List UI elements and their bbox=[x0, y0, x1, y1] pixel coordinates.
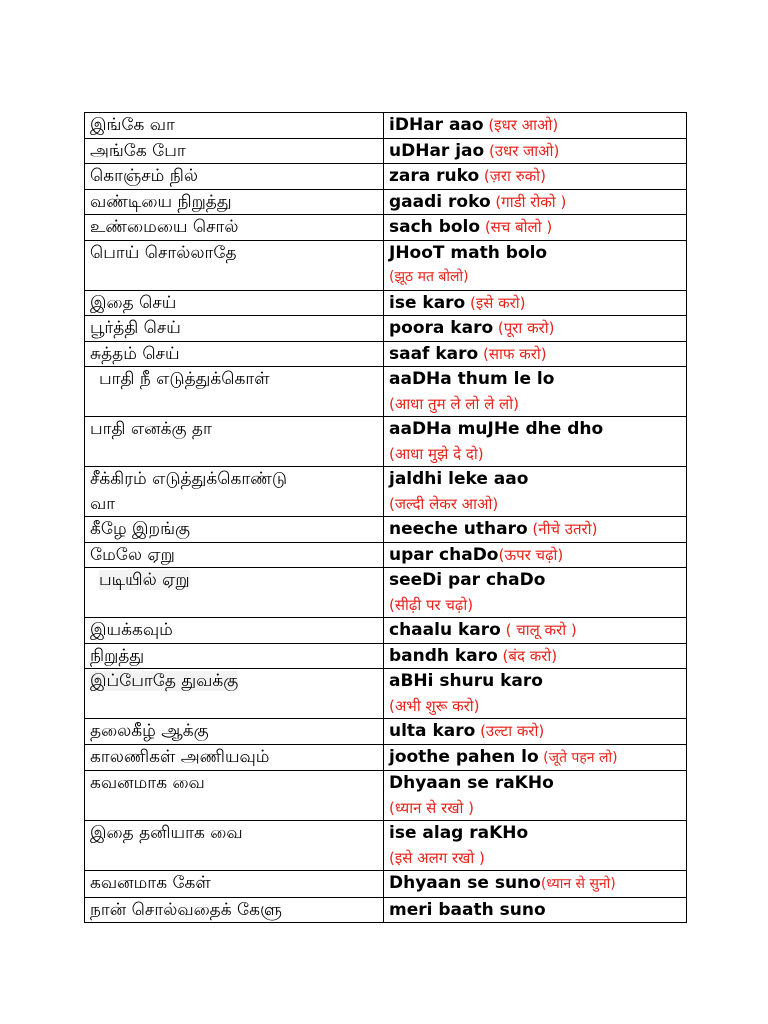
hindi-phrase: (ध्यान से रखो ) bbox=[389, 798, 474, 817]
table-row bbox=[85, 240, 687, 290]
hindi-phrase: (आधा तुम ले लो ले लो) bbox=[389, 394, 519, 413]
tamil-phrase: உண்மையை சொல் bbox=[85, 215, 384, 241]
hindi-phrase: (ज़रा रुको) bbox=[479, 167, 546, 185]
tamil-phrase: சுத்தம் செய் bbox=[85, 341, 384, 367]
translation-cell bbox=[384, 113, 687, 139]
hindi-phrase: (उधर जाओ) bbox=[484, 141, 560, 160]
hindi-phrase: (गाडी रोको ) bbox=[490, 192, 567, 211]
tamil-phrase-cell bbox=[85, 669, 384, 719]
table-row bbox=[85, 316, 687, 342]
table-row bbox=[85, 719, 687, 745]
translation-cell bbox=[384, 618, 687, 644]
tamil-phrase: நான் சொல்வதைக் கேளு bbox=[85, 897, 384, 923]
tamil-phrase: இப்போதே துவக்கு bbox=[90, 671, 239, 691]
table-row bbox=[85, 290, 687, 316]
roman-phrase: ise alag raKHo bbox=[389, 823, 529, 843]
translation-cell bbox=[384, 240, 687, 290]
tamil-phrase: காலணிகள் அணியவும் bbox=[85, 744, 384, 771]
translation-cell bbox=[384, 215, 687, 241]
tamil-phrase: இங்கே வா bbox=[85, 113, 384, 139]
tamil-phrase: நிறுத்து bbox=[85, 643, 384, 669]
table-row bbox=[85, 467, 687, 517]
hindi-phrase: (जल्दी लेकर आओ) bbox=[389, 494, 499, 513]
translation-cell bbox=[384, 744, 687, 771]
table-row bbox=[85, 669, 687, 719]
table-row bbox=[85, 568, 687, 618]
roman-phrase: Dhyaan se raKHo bbox=[389, 773, 554, 793]
roman-phrase: aaDHa muJHe dhe dho bbox=[389, 419, 604, 439]
translation-cell bbox=[384, 897, 687, 923]
roman-phrase: ise karo bbox=[389, 292, 466, 313]
tamil-phrase: இதை தனியாக வை bbox=[85, 821, 384, 871]
tamil-phrase: கவனமாக கேள் bbox=[85, 871, 384, 898]
translation-cell bbox=[384, 138, 687, 164]
roman-phrase: poora karo bbox=[389, 318, 494, 338]
tamil-phrase: பொய் சொல்லாதே bbox=[85, 240, 384, 290]
roman-phrase: zara ruko bbox=[389, 166, 480, 186]
roman-phrase: seeDi par chaDo bbox=[389, 570, 546, 590]
table-row bbox=[85, 821, 687, 871]
roman-phrase: chaalu karo bbox=[389, 620, 501, 640]
table-row bbox=[85, 542, 687, 568]
tamil-phrase: பூர்த்தி செய் bbox=[85, 316, 384, 342]
table-row bbox=[85, 341, 687, 367]
tamil-phrase-continued: வா bbox=[90, 493, 116, 514]
translation-cell bbox=[384, 719, 687, 745]
hindi-phrase: (आधा मुझे दे दो) bbox=[389, 444, 484, 463]
tamil-phrase: கீழே இறங்கு bbox=[85, 517, 384, 543]
roman-phrase: upar chaDo bbox=[389, 544, 499, 565]
hindi-phrase: (अभी शुरू करो) bbox=[389, 696, 480, 715]
table-row bbox=[85, 215, 687, 241]
translation-cell bbox=[384, 467, 687, 517]
tamil-phrase: பாதி நீ எடுத்துக்கொள் bbox=[85, 367, 384, 417]
hindi-phrase: (ध्यान से सुनो) bbox=[540, 876, 616, 892]
tamil-phrase: அங்கே போ bbox=[85, 138, 384, 164]
hindi-phrase: (उल्टा करो) bbox=[475, 722, 545, 740]
roman-phrase: sach bolo bbox=[389, 217, 481, 237]
hindi-phrase: (सच बोलो ) bbox=[480, 218, 553, 236]
table-row bbox=[85, 189, 687, 215]
roman-phrase: gaadi roko bbox=[389, 191, 491, 212]
tamil-phrase: இயக்கவும் bbox=[85, 618, 384, 644]
table-row bbox=[85, 897, 687, 923]
roman-phrase: Dhyaan se suno bbox=[389, 873, 541, 893]
hindi-phrase: (नीचे उतरो) bbox=[527, 520, 598, 538]
table-row bbox=[85, 517, 687, 543]
tamil-phrase: தலைகீழ் ஆக்கு bbox=[85, 719, 384, 745]
table-row bbox=[85, 138, 687, 164]
table-row bbox=[85, 113, 687, 139]
hindi-phrase: ( चालू करो ) bbox=[500, 621, 577, 639]
table-row bbox=[85, 164, 687, 190]
roman-phrase: uDHar jao bbox=[389, 140, 485, 161]
translation-cell bbox=[384, 821, 687, 871]
translation-cell bbox=[384, 189, 687, 215]
tamil-phrase: பாதி எனக்கு தா bbox=[85, 417, 384, 467]
table-row bbox=[85, 744, 687, 771]
tamil-phrase-cell bbox=[85, 467, 384, 517]
table-row bbox=[85, 771, 687, 821]
hindi-phrase: (झूठ मत बोलो) bbox=[389, 269, 469, 285]
hindi-phrase: (इसे करो) bbox=[465, 293, 526, 312]
roman-phrase: joothe pahen lo bbox=[389, 746, 539, 767]
roman-phrase: meri baath suno bbox=[389, 899, 546, 920]
roman-phrase: aBHi shuru karo bbox=[389, 671, 543, 691]
translation-cell bbox=[384, 771, 687, 821]
table-row bbox=[85, 643, 687, 669]
phrase-table bbox=[84, 112, 687, 923]
roman-phrase: jaldhi leke aao bbox=[389, 469, 529, 489]
translation-cell bbox=[384, 417, 687, 467]
translation-cell bbox=[384, 164, 687, 190]
translation-cell bbox=[384, 517, 687, 543]
translation-cell bbox=[384, 341, 687, 367]
hindi-phrase: (बंद करो) bbox=[497, 646, 558, 665]
table-row bbox=[85, 871, 687, 898]
roman-phrase: saaf karo bbox=[389, 343, 479, 364]
tamil-phrase: கொஞ்சம் நில் bbox=[85, 164, 384, 190]
tamil-phrase: கவனமாக வை bbox=[85, 771, 384, 821]
translation-cell bbox=[384, 367, 687, 417]
roman-phrase: neeche utharo bbox=[389, 519, 528, 539]
roman-phrase: ulta karo bbox=[389, 721, 476, 741]
translation-cell bbox=[384, 669, 687, 719]
tamil-phrase: சீக்கிரம் எடுத்துக்கொண்டு bbox=[90, 469, 288, 489]
roman-phrase: iDHar aao bbox=[389, 115, 484, 135]
table-row bbox=[85, 367, 687, 417]
hindi-phrase: (जूते पहन लो) bbox=[538, 749, 618, 766]
translation-cell bbox=[384, 871, 687, 898]
hindi-phrase: (साफ करो) bbox=[478, 344, 547, 363]
translation-cell bbox=[384, 542, 687, 568]
tamil-phrase-cell bbox=[85, 568, 384, 618]
tamil-phrase: மேலே ஏறு bbox=[85, 542, 384, 568]
tamil-phrase: இதை செய் bbox=[85, 290, 384, 316]
translation-cell bbox=[384, 290, 687, 316]
translation-cell bbox=[384, 568, 687, 618]
roman-phrase: JHooT math bolo bbox=[389, 242, 548, 263]
roman-phrase: bandh karo bbox=[389, 645, 498, 666]
tamil-phrase: படியில் ஏறு bbox=[99, 570, 190, 590]
translation-cell bbox=[384, 643, 687, 669]
hindi-phrase: (इधर आओ) bbox=[483, 116, 559, 134]
translation-cell bbox=[384, 316, 687, 342]
table-row bbox=[85, 618, 687, 644]
hindi-phrase: (इसे अलग रखो ) bbox=[389, 848, 485, 867]
roman-phrase: aaDHa thum le lo bbox=[389, 369, 555, 389]
hindi-phrase: (सीढ़ी पर चढ़ो) bbox=[389, 595, 474, 614]
table-row bbox=[85, 417, 687, 467]
hindi-phrase: (ऊपर चढ़ो) bbox=[498, 545, 564, 564]
tamil-phrase: வண்டியை நிறுத்து bbox=[85, 189, 384, 215]
hindi-phrase: (पूरा करो) bbox=[493, 319, 555, 337]
